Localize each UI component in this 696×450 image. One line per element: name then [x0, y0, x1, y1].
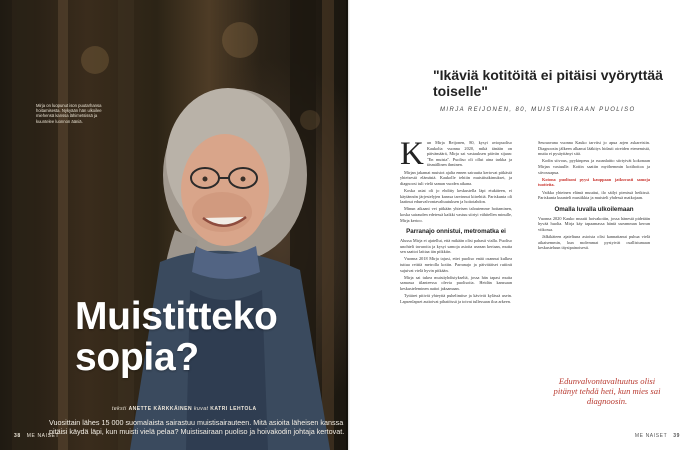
body-paragraph: Tyttäret pitivät yhteyttä puhelimitse ja kävivät kylässä usein. Lapsenlapset auttoivat pihatöissä ja toivat tullessaan iloa arkeen. [400, 293, 512, 304]
subheading-1: Parranajo onnistui, metromatka ei [406, 228, 506, 236]
body-paragraph: Mirja sai tukea muistiyhdistykseltä, jossa hän tapasi muita samassa tilanteessa olevia puolisoita. Heidän kanssaan keskusteleminen auttoi jaksamaan. [400, 274, 512, 292]
credits [112, 406, 257, 412]
intro-paragraph [400, 136, 512, 172]
text-column-2 [538, 140, 650, 252]
headline-line-1: Muistitteko [75, 295, 278, 338]
credit-writer: ANETTE KÄRKKÄINEN [128, 406, 193, 412]
highlight-text: Kotona puolisoni pyysi kauppaan jatkuvasti samoja tuotteita. [538, 176, 650, 188]
folio-left [14, 433, 59, 439]
body-paragraph: Seuraavana vuonna Kauko tarvitsi jo apua arjen askareisiin. Diagnoosin jälkeen alkanut lääkitys hidasti oireiden etenemistä, mutta ei pysäyttänyt sitä. [538, 140, 650, 157]
body-paragraph: Mirjan jakamat muistot ajalta ennen sairautta kertovat pitkästä yhteisestä elämästä. Kaukolle tehtiin muistitutkimukset, ja diagnoosi tuli vielä saman vuoden aikana. [400, 169, 512, 186]
body-paragraph: Minun aikaani vei pitkään yhteisen taloutemme hoitaminen, koska sairauden edetessä kaikki vastuu siirtyi vähitellen minulle, Mirja kertoo. [400, 206, 512, 223]
page-number-right: 39 [673, 433, 680, 439]
drop-cap: K [400, 136, 424, 172]
photo-caption: Mirja on luopunut ison puutarhansa hoitamisesta. Nykyään hän ulkoilee miehensä kanssa lähimetsissä ja kuuntelee luonnon ääniä. [36, 103, 102, 124]
intro-text: un Mirja Reijonen, 80, kysyi aviopuoliso Kaukolta vuonna 2020, mikä tänään on päivämäärä, Mirja sai vastauksen päivän sijaan: "En muista". Puoliso oli ollut aina tarkka ja täsmällinen ihminen. [426, 140, 512, 168]
body-paragraph: Vuonna 2020 Kauko muutti hoivakotiin, jossa hänestä pidetään hyvää huolta. Mirja käy tapaamassa häntä useamman kerran viikossa. [538, 215, 650, 232]
article-byline: MIRJA REIJONEN, 80, MUISTISAIRAAN PUOLISO [440, 107, 636, 113]
magazine-name-right: ME NAISET [634, 433, 668, 439]
text-column-1 [400, 136, 512, 306]
body-paragraph: Alussa Mirja ei ajatellut, että mikään olisi pahasti vialla. Puoliso unohteli tavaroita ja kysyi samoja asioita useaan kertaan, mutta sen saattoi laittaa iän piikkiin. [400, 238, 512, 255]
body-paragraph: Kodin siivous, pyykinpesu ja ruoanlaitto siirtyivät kokonaan Mirjan vastuulle. Kotiin saatiin myöhemmin kotihoitoa ja siivousapua. [538, 158, 650, 175]
highlight-paragraph [538, 177, 650, 188]
page-number-left: 38 [14, 433, 21, 439]
credit-photo-label: kuvat [193, 406, 209, 412]
body-paragraph: Vuonna 2018 Mirja tajusi, ettei puoliso enää osannut kulkea tuttua reittiä metrolla kotiin. Parranajo ja päivittäiset rutiinit sujuivat vielä hyvin pitkään. [400, 256, 512, 273]
subheading-2: Omalla luvalla ulkoilemaan [554, 205, 634, 213]
credit-photographer: KATRI LEHTOLA [210, 406, 257, 412]
body-paragraph: Jälkikäteen ajateltuna asioista olisi kannattanut puhua vielä aikaisemmin, kun molemmat pystyivät osallistumaan keskusteluun täysipainoisesti. [538, 234, 650, 251]
credit-text-label: teksti [112, 406, 127, 412]
folio-right [635, 433, 680, 439]
magazine-name-left: ME NAISET [26, 433, 60, 439]
body-paragraph: Koska asiat oli jo ehditty keskustella läpi etukäteen, ei käytännön järjestelyjen kanssa tarvinnut kiirehtiä. Pariskunta oli laatinut edunvalvontavaltuutuksen ja hoitotahdon. [400, 187, 512, 205]
headline-line-2: sopia? [75, 336, 199, 379]
article-title: "Ikäviä kotitöitä ei pitäisi vyöryttää toiselle" [433, 67, 663, 99]
body-paragraph: Vaikka yhteinen elämä muuttui, ilo säilyi pienissä hetkissä. Pariskunta kuunteli musiikkia ja muisteli yhdessä matkojaan. [538, 189, 650, 201]
article-headline [75, 296, 278, 378]
pull-quote: Edunvalvontavaltuutus olisi pitänyt tehdä heti, kun mies sai diagnoosin. [553, 376, 661, 406]
lead-paragraph: Vuosittain lähes 15 000 suomalaista sairastuu muistisairauteen. Mitä asioita läheisen kanssa pitäisi käydä läpi, kun muisti vielä pelaa? Muistisairaan puoliso ja hoivakodin johtaja kertovat. [49, 418, 345, 437]
article-page [348, 0, 696, 450]
page-gutter [346, 0, 350, 450]
